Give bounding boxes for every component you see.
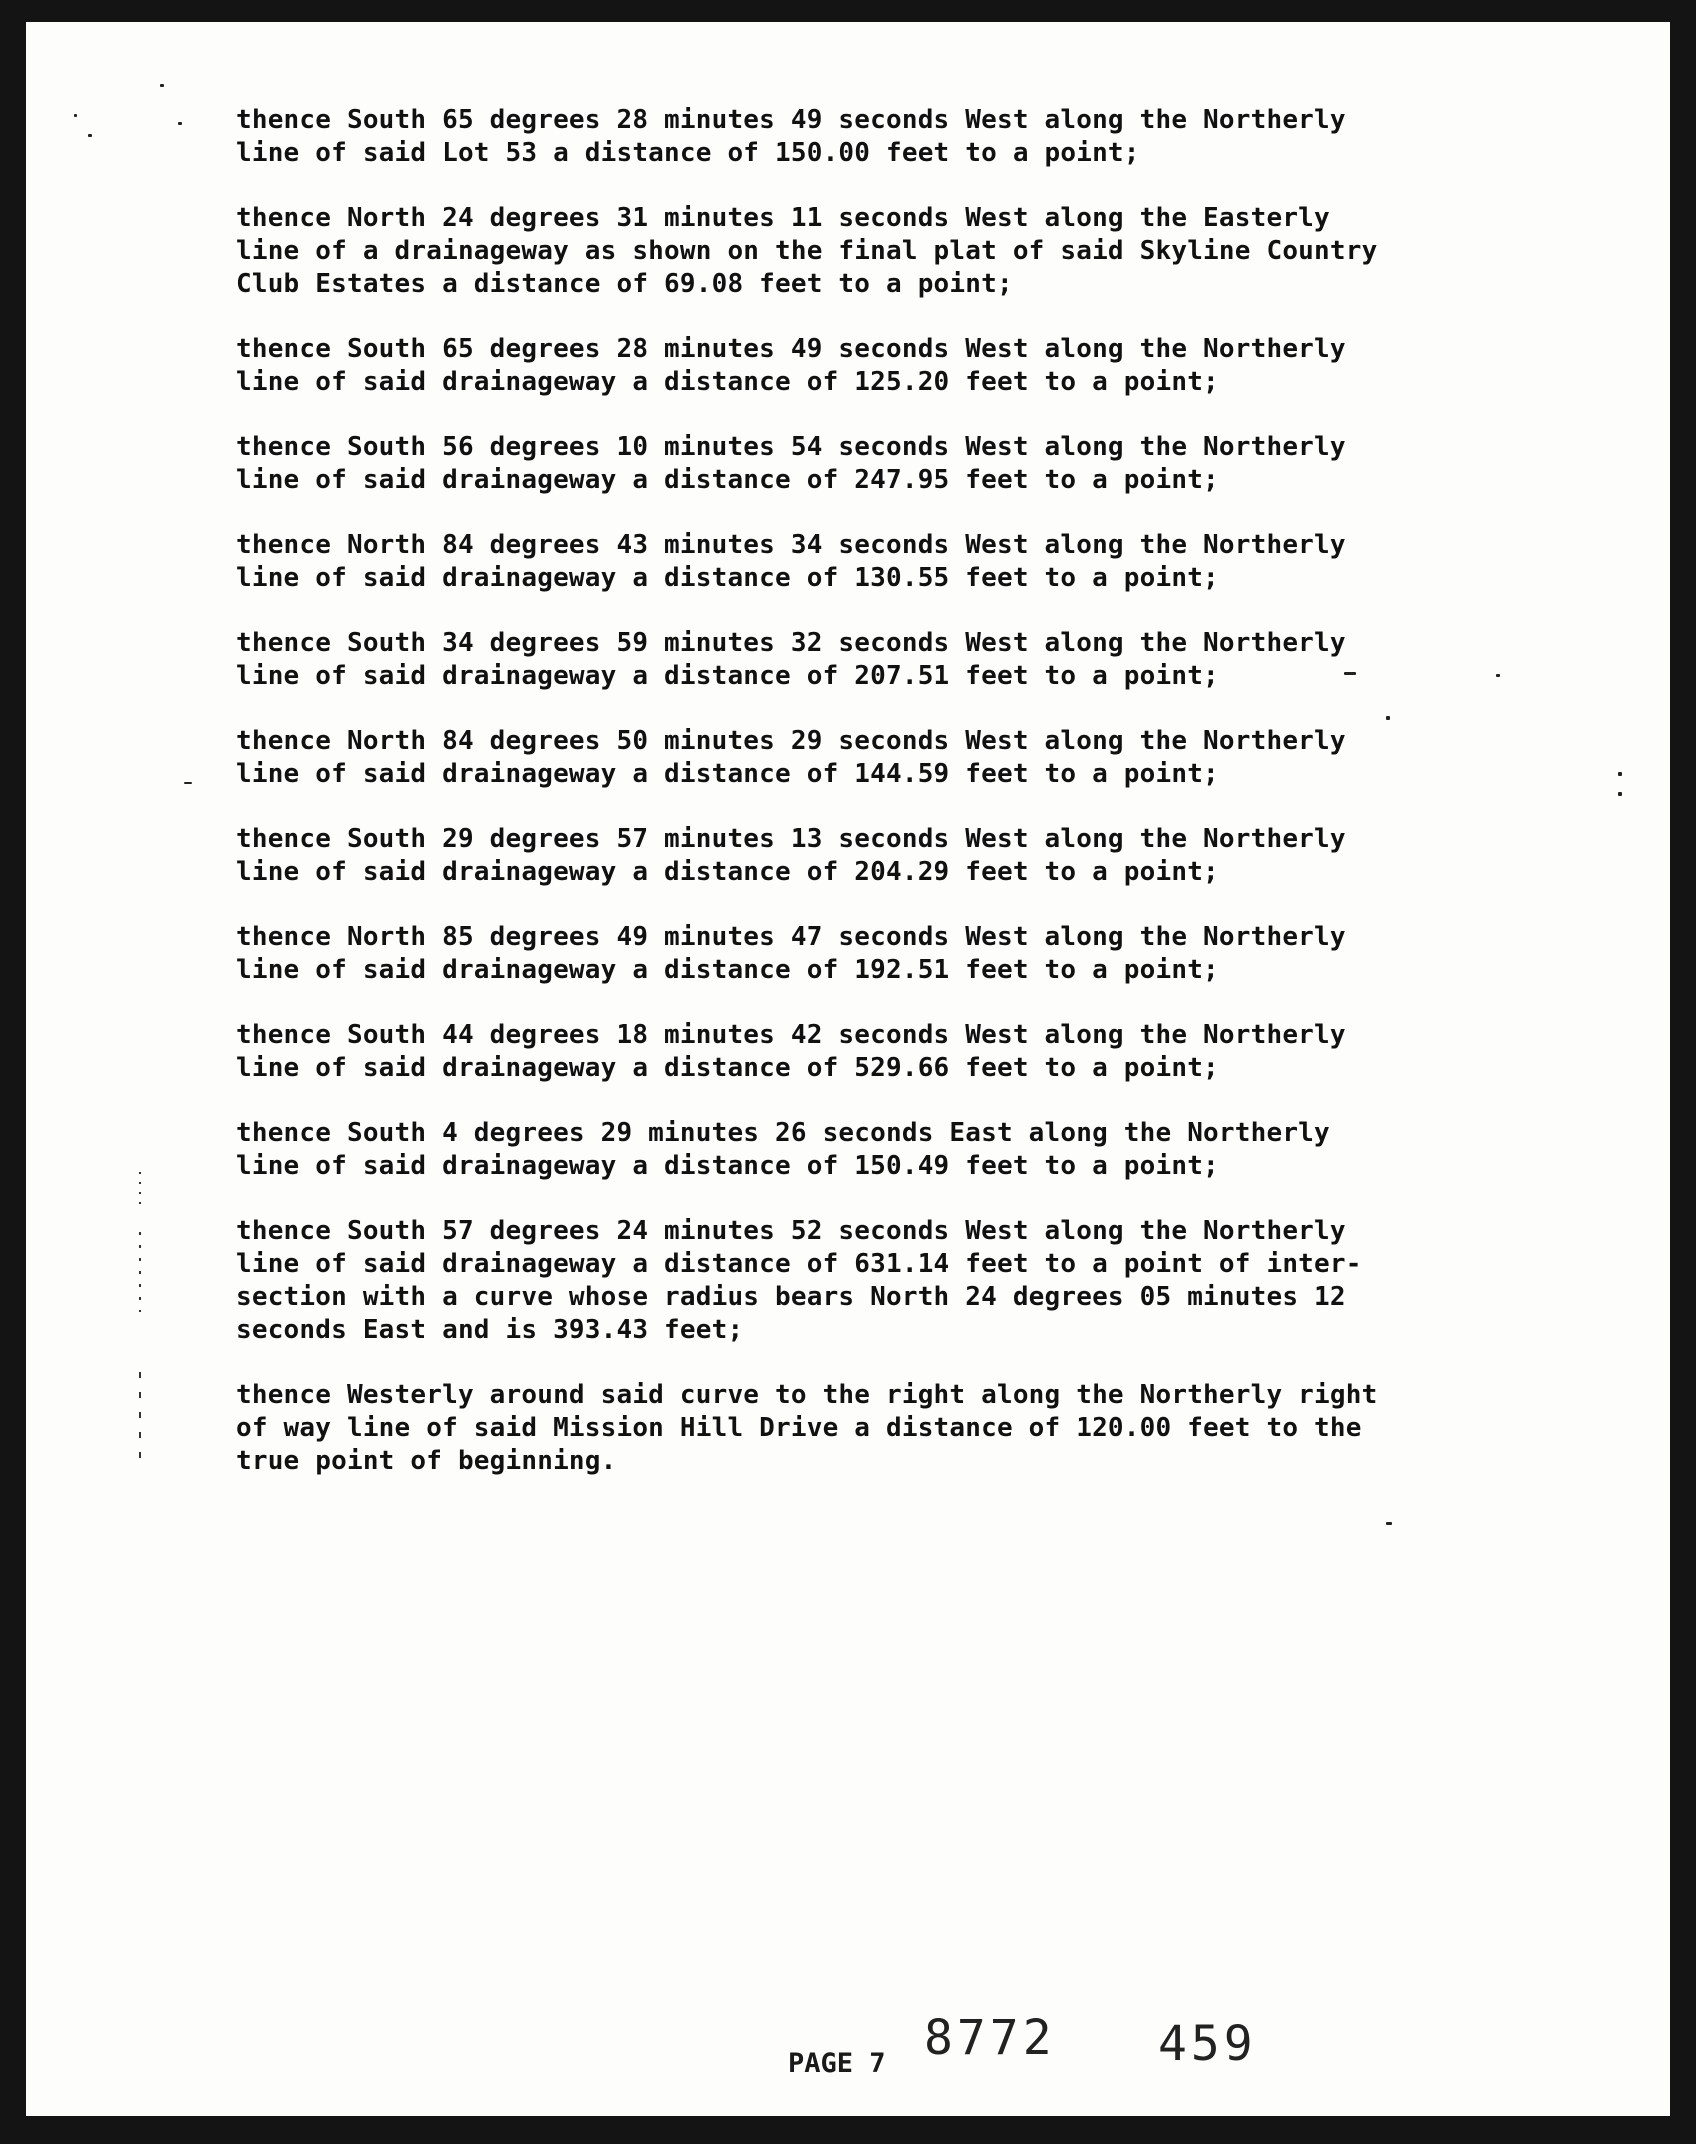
scan-speck: [160, 84, 164, 87]
description-paragraph: thence South 4 degrees 29 minutes 26 seconds East along the Northerly line of said drainageway a distance of 150.49 feet to a point;: [236, 1118, 1330, 1181]
description-paragraph: thence North 84 degrees 50 minutes 29 seconds West along the Northerly line of said drainageway a distance of 144.59 feet to a point;: [236, 726, 1346, 789]
description-paragraph: thence South 65 degrees 28 minutes 49 seconds West along the Northerly line of said drainageway a distance of 125.20 feet to a point;: [236, 334, 1346, 397]
scan-speck: [1496, 674, 1500, 677]
scan-speck: [1386, 1522, 1392, 1525]
description-paragraph: thence South 56 degrees 10 minutes 54 seconds West along the Northerly line of said drainageway a distance of 247.95 feet to a point;: [236, 432, 1346, 495]
description-paragraph: thence South 34 degrees 59 minutes 32 seconds West along the Northerly line of said drainageway a distance of 207.51 feet to a point;: [236, 628, 1346, 691]
page-label: PAGE 7: [788, 2048, 886, 2079]
description-paragraph: thence South 65 degrees 28 minutes 49 seconds West along the Northerly line of said Lot 53 a distance of 150.00 feet to a point;: [236, 105, 1346, 168]
margin-tick-graphic: [138, 1172, 144, 1472]
scan-speck: [1618, 772, 1622, 776]
description-paragraph: thence South 57 degrees 24 minutes 52 seconds West along the Northerly line of said drainageway a distance of 631.14 feet to a point of inter- section with a curve whose radius bears North 24 degrees 05 minutes 12 seconds East and is 393.43 feet;: [236, 1216, 1362, 1345]
description-paragraph: thence North 24 degrees 31 minutes 11 seconds West along the Easterly line of a drainageway as shown on the final plat of said Skyline Country Club Estates a distance of 69.08 feet to a point;: [236, 203, 1378, 299]
description-paragraph: thence North 85 degrees 49 minutes 47 seconds West along the Northerly line of said drainageway a distance of 192.51 feet to a point;: [236, 922, 1346, 985]
description-paragraph: thence South 44 degrees 18 minutes 42 seconds West along the Northerly line of said drainageway a distance of 529.66 feet to a point;: [236, 1020, 1346, 1083]
scan-speck: [88, 134, 92, 137]
description-paragraph: thence Westerly around said curve to the right along the Northerly right of way line of said Mission Hill Drive a distance of 120.00 feet to the true point of beginning.: [236, 1380, 1378, 1476]
legal-description-body: [236, 104, 1466, 1510]
scan-speck: [178, 122, 182, 125]
description-paragraph: thence South 29 degrees 57 minutes 13 seconds West along the Northerly line of said drainageway a distance of 204.29 feet to a point;: [236, 824, 1346, 887]
book-number-stamp: 8772: [924, 2010, 1056, 2066]
margin-tick-marks: [138, 1172, 141, 1472]
scan-speck: [184, 782, 192, 784]
page-number-stamp: 459: [1158, 2016, 1257, 2072]
scan-speck: [1618, 792, 1622, 796]
scan-speck: [74, 114, 77, 117]
description-paragraph: thence North 84 degrees 43 minutes 34 seconds West along the Northerly line of said drainageway a distance of 130.55 feet to a point;: [236, 530, 1346, 593]
